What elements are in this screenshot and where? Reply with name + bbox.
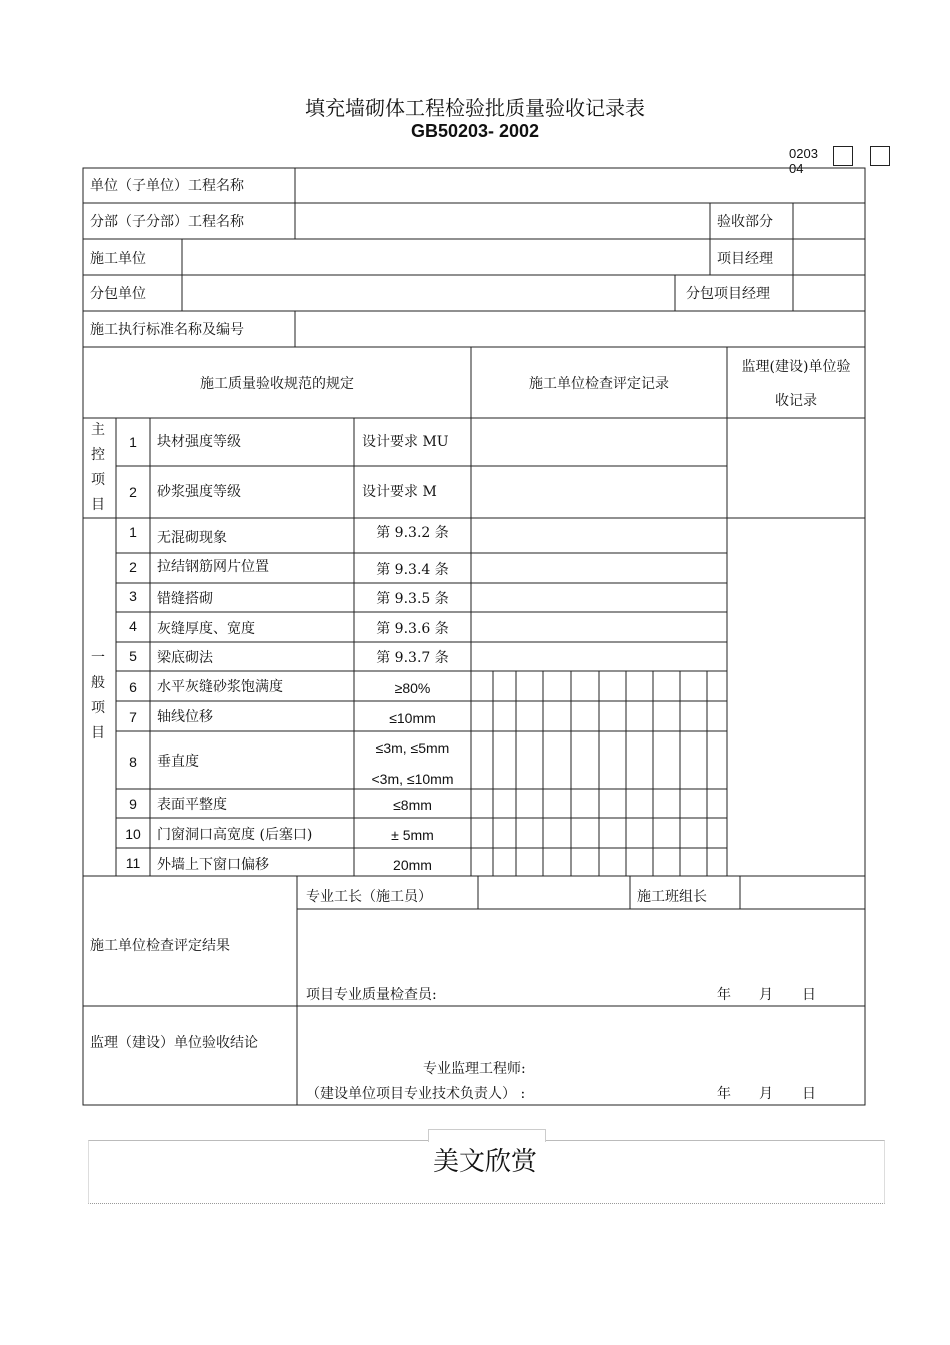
general-row-item: 水平灰缝砂浆饱满度 bbox=[157, 679, 283, 695]
general-row-req: 第 9.3.2 条 bbox=[376, 525, 449, 541]
general-row-req: ≤8mm bbox=[393, 797, 432, 813]
construction-unit-label: 施工单位 bbox=[90, 251, 146, 267]
sub-project-input[interactable] bbox=[296, 204, 709, 238]
supervision-record-header-1: 监理(建设)单位验 bbox=[741, 359, 851, 375]
general-row-no: 7 bbox=[129, 709, 137, 725]
general-row-no: 9 bbox=[129, 796, 137, 812]
general-row-no: 5 bbox=[129, 648, 137, 664]
general-row-item: 外墙上下窗口偏移 bbox=[157, 857, 269, 873]
general-row-req: ≤3m, ≤5mm bbox=[375, 740, 450, 756]
general-row-req: ≤10mm bbox=[389, 710, 436, 726]
general-row-no: 6 bbox=[129, 679, 137, 695]
main-row-item: 块材强度等级 bbox=[157, 434, 241, 450]
team-leader-input[interactable] bbox=[741, 877, 864, 908]
general-row-req: ± 5mm bbox=[391, 827, 434, 843]
general-row-no: 10 bbox=[125, 826, 141, 842]
general-row-req: 20mm bbox=[393, 857, 432, 873]
general-row-req-2: <3m, ≤10mm bbox=[371, 771, 454, 787]
owner-rep-label: （建设单位项目专业技术负责人） : bbox=[306, 1086, 526, 1102]
team-leader-label: 施工班组长 bbox=[637, 889, 707, 905]
conclusion-day: 日 bbox=[802, 1086, 816, 1102]
inspector-label: 项目专业质量检查员: bbox=[306, 987, 437, 1003]
main-row-req: 设计要求 MU bbox=[362, 434, 449, 450]
general-row-item: 灰缝厚度、宽度 bbox=[157, 621, 255, 637]
general-label-char: 项 bbox=[91, 700, 105, 716]
spec-column-header: 施工质量验收规范的规定 bbox=[200, 376, 354, 392]
main-row-item: 砂浆强度等级 bbox=[157, 484, 241, 500]
general-row-no: 3 bbox=[129, 588, 137, 604]
result-title: 施工单位检查评定结果 bbox=[90, 938, 230, 954]
general-row-req: ≥80% bbox=[394, 680, 431, 696]
construction-unit-input[interactable] bbox=[183, 240, 709, 274]
standard-code: GB50203- 2002 bbox=[410, 121, 540, 141]
general-row-item: 表面平整度 bbox=[157, 797, 227, 813]
subcontract-manager-input[interactable] bbox=[794, 276, 864, 310]
acceptance-part-input[interactable] bbox=[794, 204, 864, 238]
main-label-char: 项 bbox=[91, 472, 105, 488]
conclusion-title: 监理（建设）单位验收结论 bbox=[90, 1035, 258, 1051]
general-row-no: 11 bbox=[125, 855, 141, 871]
general-row-req: 第 9.3.7 条 bbox=[376, 650, 449, 666]
general-row-item: 梁底砌法 bbox=[157, 650, 213, 666]
general-row-no: 4 bbox=[129, 618, 137, 634]
main-items-label bbox=[83, 418, 113, 518]
main-label-char: 目 bbox=[91, 497, 105, 513]
general-row-item: 垂直度 bbox=[157, 754, 199, 770]
general-row-no: 2 bbox=[129, 559, 137, 575]
general-row-item: 轴线位移 bbox=[157, 709, 213, 725]
sub-project-label: 分部（子分部）工程名称 bbox=[90, 214, 244, 230]
general-row-req: 第 9.3.6 条 bbox=[376, 621, 449, 637]
conclusion-month: 月 bbox=[759, 1086, 773, 1102]
general-row-item: 错缝搭砌 bbox=[157, 591, 213, 607]
general-row-item: 门窗洞口高宽度 (后塞口) bbox=[157, 827, 313, 843]
general-row-no: 8 bbox=[129, 754, 137, 770]
construction-record-header: 施工单位检查评定记录 bbox=[529, 376, 669, 392]
foreman-label: 专业工长（施工员） bbox=[306, 889, 432, 905]
main-row-no: 1 bbox=[129, 434, 137, 450]
result-day: 日 bbox=[802, 987, 816, 1003]
result-year: 年 bbox=[717, 987, 731, 1003]
general-row-no: 1 bbox=[129, 524, 137, 540]
form-title: 填充墙砌体工程检验批质量验收记录表 bbox=[305, 96, 645, 120]
form-code-text: 0203 04 bbox=[789, 146, 818, 176]
project-manager-label: 项目经理 bbox=[717, 251, 773, 267]
main-label-char: 控 bbox=[91, 447, 105, 463]
standard-name-label: 施工执行标准名称及编号 bbox=[90, 322, 244, 338]
general-label-char: 般 bbox=[91, 675, 105, 691]
general-label-char: 目 bbox=[91, 725, 105, 741]
subcontract-unit-label: 分包单位 bbox=[90, 286, 146, 302]
general-items-label bbox=[83, 646, 113, 746]
supervision-record-header-2: 收记录 bbox=[775, 393, 817, 409]
general-label-char: 一 bbox=[91, 650, 105, 666]
main-row-no: 2 bbox=[129, 484, 137, 500]
subcontract-unit-input[interactable] bbox=[183, 276, 674, 310]
unit-project-input[interactable] bbox=[296, 169, 864, 202]
project-manager-input[interactable] bbox=[794, 240, 864, 274]
supervising-engineer-label: 专业监理工程师: bbox=[423, 1061, 526, 1077]
main-row-req: 设计要求 M bbox=[362, 484, 437, 500]
general-row-req: 第 9.3.5 条 bbox=[376, 591, 449, 607]
footer-text: 美文欣赏 bbox=[432, 1147, 537, 1177]
general-row-item: 拉结钢筋网片位置 bbox=[157, 559, 269, 575]
result-month: 月 bbox=[759, 987, 773, 1003]
standard-name-input[interactable] bbox=[296, 312, 864, 346]
acceptance-part-label: 验收部分 bbox=[717, 214, 773, 230]
general-row-item: 无混砌现象 bbox=[157, 530, 227, 546]
conclusion-year: 年 bbox=[717, 1086, 731, 1102]
unit-project-label: 单位（子单位）工程名称 bbox=[90, 178, 244, 194]
general-row-req: 第 9.3.4 条 bbox=[376, 562, 449, 578]
foreman-input[interactable] bbox=[479, 877, 629, 908]
subcontract-manager-label: 分包项目经理 bbox=[686, 286, 770, 302]
main-label-char: 主 bbox=[91, 422, 105, 438]
